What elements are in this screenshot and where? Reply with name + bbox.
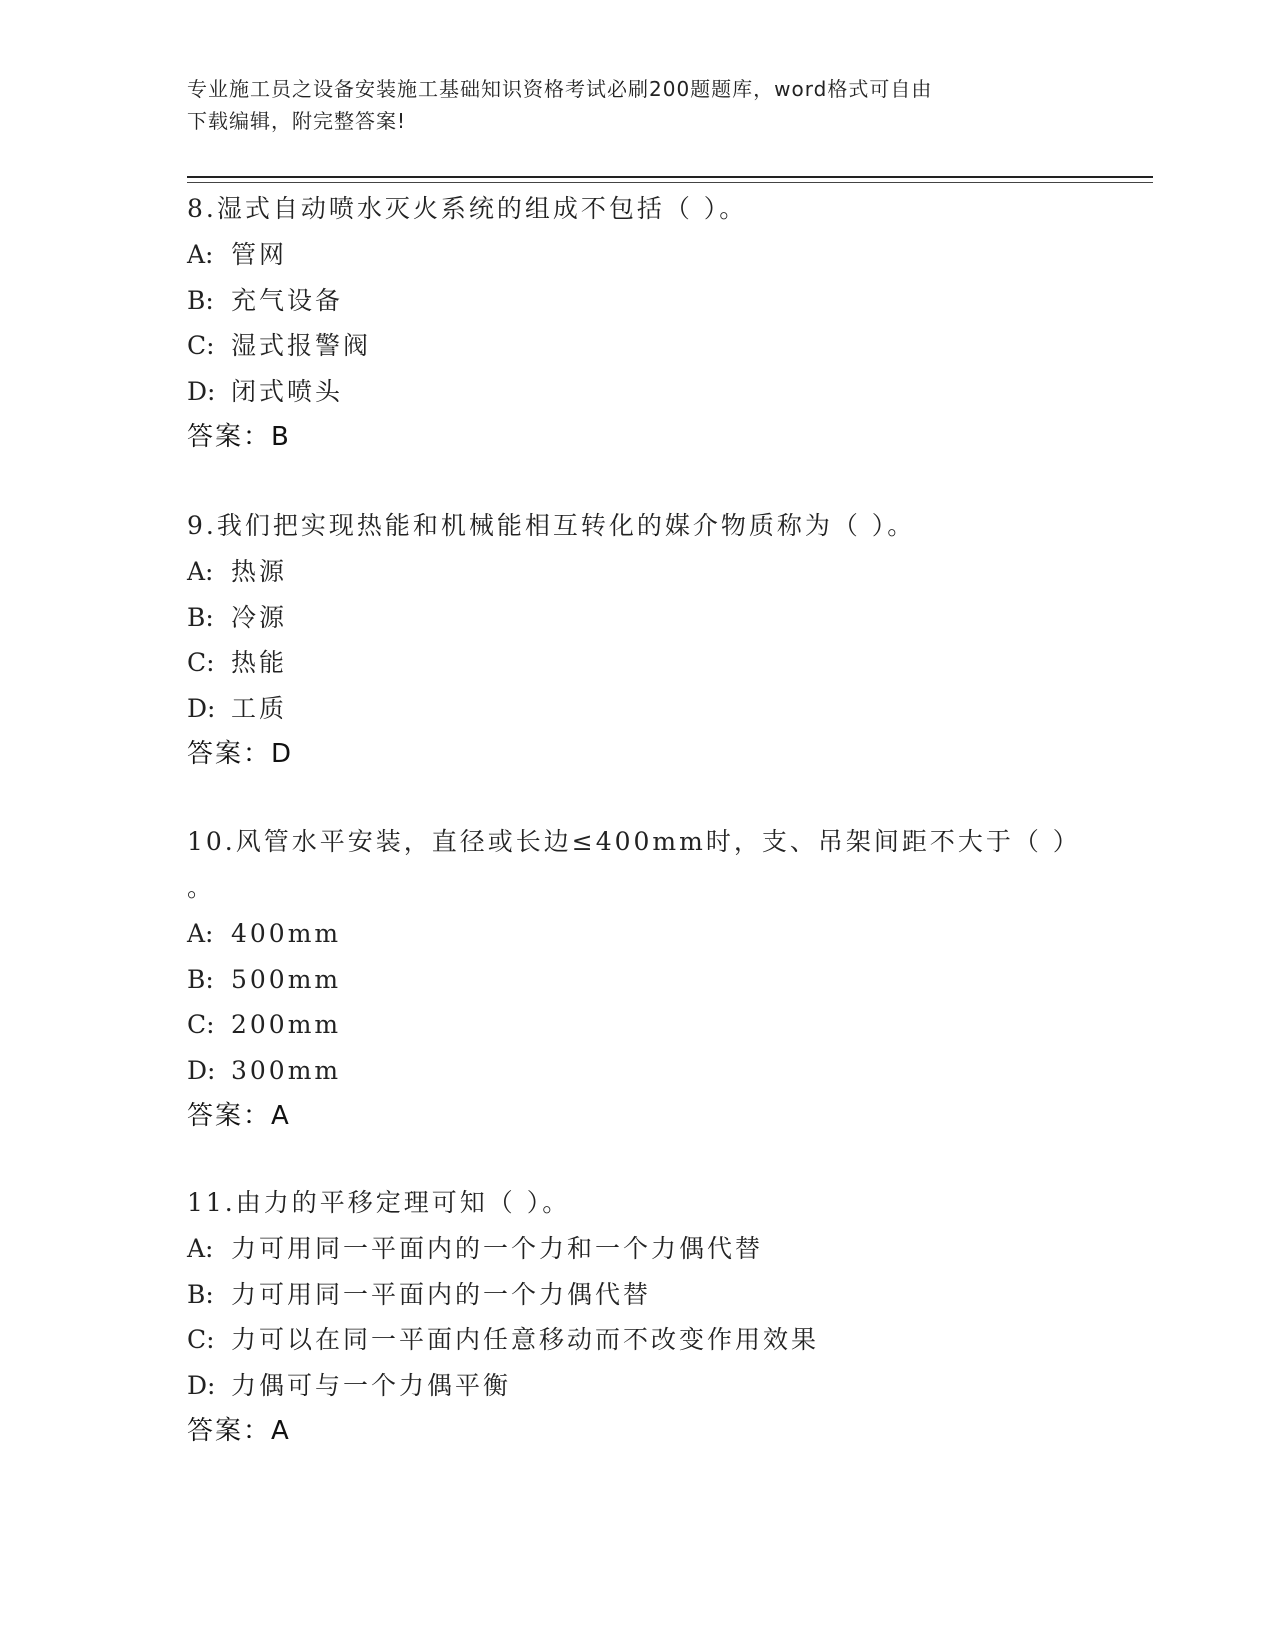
option-a <box>187 911 1087 957</box>
option-text: 力可用同一平面内的一个力和一个力偶代替 <box>231 1234 764 1263</box>
option-text: 力可以在同一平面内任意移动而不改变作用效果 <box>231 1325 820 1354</box>
option-letter: C: <box>187 331 215 360</box>
document-header <box>187 73 1067 137</box>
option-text: 500mm <box>231 964 342 994</box>
option-letter: D: <box>187 693 216 723</box>
option-letter: A: <box>187 919 214 948</box>
option-text: 管网 <box>231 240 288 269</box>
option-d <box>187 1048 1087 1094</box>
option-text: 热能 <box>231 648 288 677</box>
option-c <box>187 640 1087 686</box>
answer-label: 答案：A <box>187 1416 291 1446</box>
option-text: 冷源 <box>231 602 288 632</box>
option-letter: A: <box>187 557 214 586</box>
option-text: 400mm <box>231 919 342 948</box>
option-letter: B: <box>187 964 214 994</box>
option-d <box>187 369 1087 415</box>
option-letter: B: <box>187 602 214 632</box>
header-line-2: 下载编辑，附完整答案! <box>187 109 407 133</box>
header-divider-thin <box>187 182 1153 183</box>
option-text: 300mm <box>231 1055 342 1085</box>
header-line-1: 专业施工员之设备安装施工基础知识资格考试必刷200题题库，word格式可自由 <box>187 77 933 101</box>
question-9 <box>187 503 1087 777</box>
option-letter: B: <box>187 285 214 315</box>
option-b <box>187 278 1087 324</box>
option-text: 闭式喷头 <box>231 376 344 406</box>
option-letter: C: <box>187 1325 215 1354</box>
option-text: 充气设备 <box>231 285 344 315</box>
option-text: 热源 <box>231 557 288 586</box>
option-letter: D: <box>187 376 216 406</box>
option-letter: C: <box>187 648 215 677</box>
option-b <box>187 1272 1087 1318</box>
option-text: 200mm <box>231 1010 342 1039</box>
option-b <box>187 957 1087 1003</box>
option-d <box>187 1363 1087 1409</box>
question-stem: 10.风管水平安装，直径或长边≤400mm时，支、吊架间距不大于（ ） <box>187 827 1081 856</box>
option-letter: D: <box>187 1370 216 1400</box>
option-b <box>187 595 1087 641</box>
option-text: 湿式报警阀 <box>231 331 372 360</box>
option-c <box>187 1002 1087 1048</box>
option-letter: A: <box>187 1234 214 1263</box>
option-a <box>187 1226 1087 1272</box>
option-c <box>187 1317 1087 1363</box>
question-8 <box>187 186 1087 460</box>
question-10 <box>187 819 1087 1139</box>
question-11 <box>187 1180 1087 1454</box>
question-stem: 8.湿式自动喷水灭火系统的组成不包括（ ）。 <box>187 194 748 223</box>
option-a <box>187 232 1087 278</box>
option-d <box>187 686 1087 732</box>
option-letter: B: <box>187 1279 214 1309</box>
question-stem: 11.由力的平移定理可知（ ）。 <box>187 1188 571 1217</box>
option-letter: A: <box>187 240 214 269</box>
option-a <box>187 549 1087 595</box>
header-divider-thick <box>187 176 1153 178</box>
option-text: 力偶可与一个力偶平衡 <box>231 1370 512 1400</box>
option-letter: C: <box>187 1010 215 1039</box>
option-text: 力可用同一平面内的一个力偶代替 <box>231 1279 652 1309</box>
option-c <box>187 323 1087 369</box>
answer-label: 答案：A <box>187 1101 291 1131</box>
question-stem: 9.我们把实现热能和机械能相互转化的媒介物质称为（ ）。 <box>187 511 916 540</box>
option-text: 工质 <box>231 693 288 723</box>
answer-label: 答案：D <box>187 739 294 769</box>
question-stem-continuation: 。 <box>187 873 213 902</box>
option-letter: D: <box>187 1055 216 1085</box>
answer-label: 答案：B <box>187 422 291 452</box>
